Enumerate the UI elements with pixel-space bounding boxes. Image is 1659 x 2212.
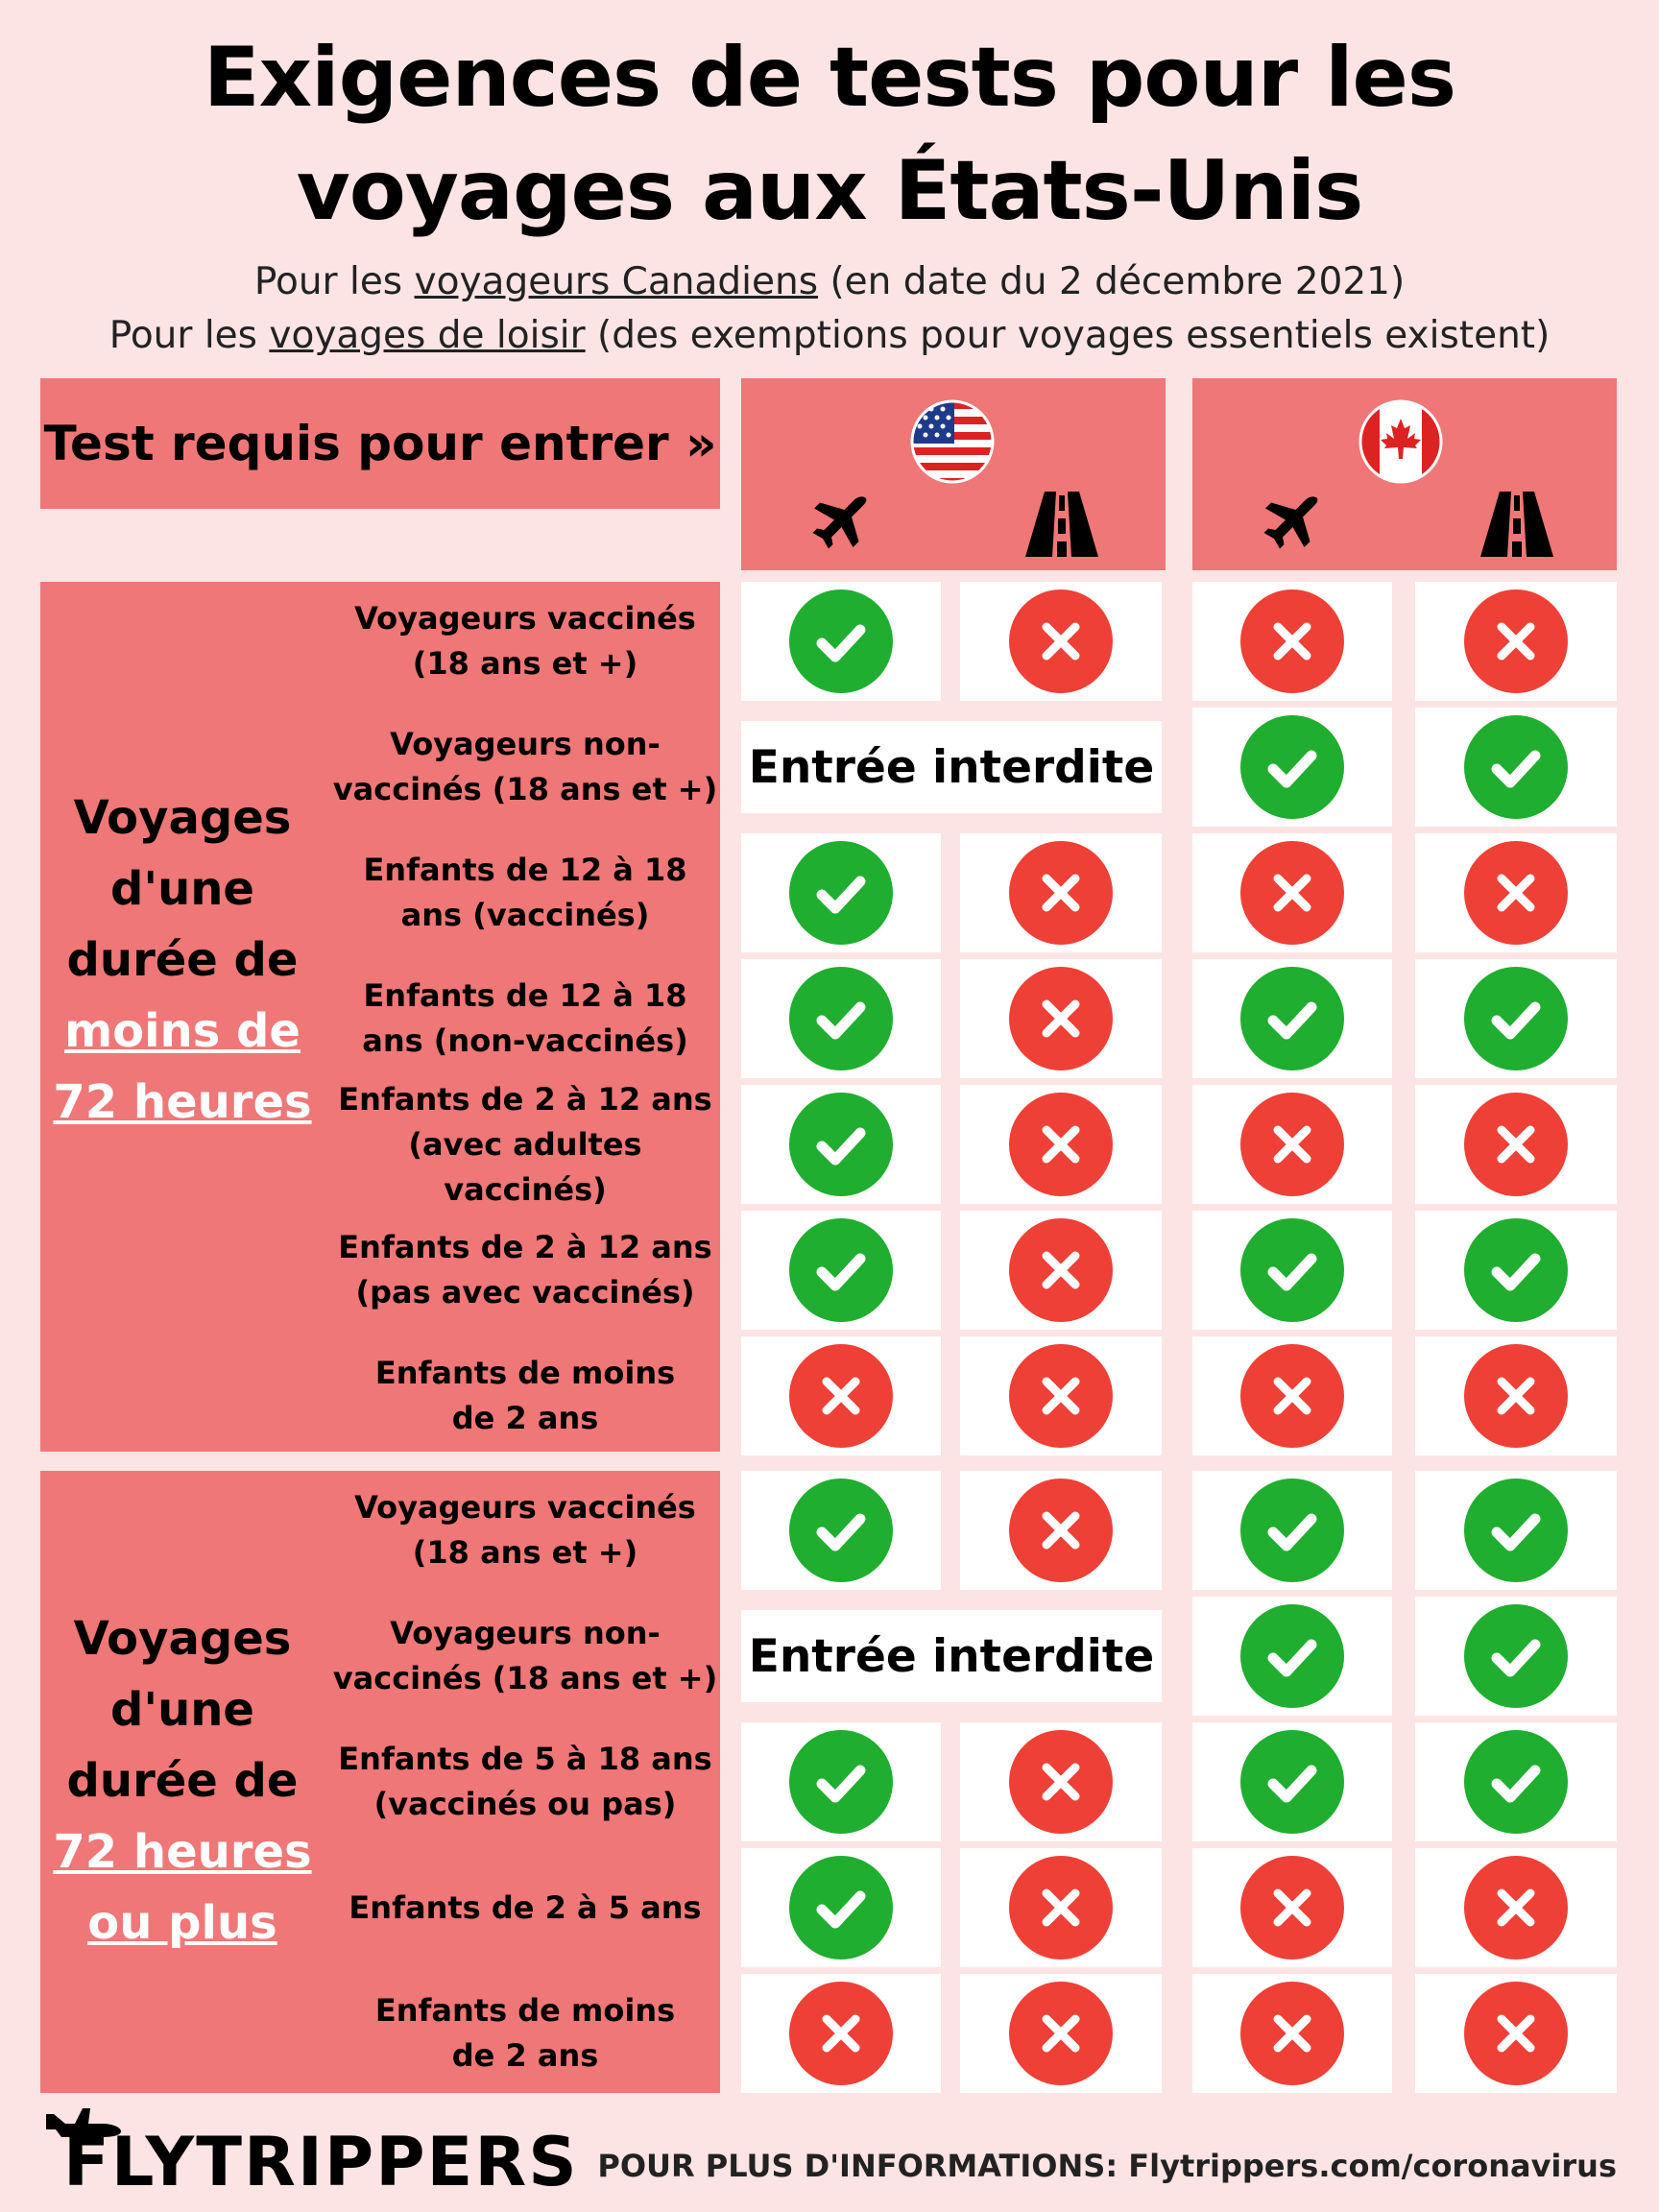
plane-icon [803,490,878,559]
row-label [328,833,722,952]
cross-icon [1238,1342,1346,1450]
cross-icon [787,1342,895,1450]
cross-icon [1007,1342,1115,1450]
row-label-text [338,1737,711,1827]
row-label-line: Voyageurs vaccinés [354,600,696,637]
row-label-text [354,596,696,686]
cross-icon [1238,588,1346,695]
checkmark-icon [1462,1602,1570,1710]
cross-icon [1007,1728,1115,1836]
row-label-line: (pas avec vaccinés) [355,1274,695,1310]
checkmark-icon [1238,965,1346,1072]
row-label [328,1597,722,1716]
row-label-text [338,1225,711,1315]
cross-icon [1238,1854,1346,1961]
checkmark-icon [787,839,895,947]
group-short-label [40,782,325,1138]
subtitle-link[interactable]: voyages de loisir [269,314,586,357]
cross-icon [1007,839,1115,947]
entry-banned-label: Entrée interdite [741,1610,1162,1702]
group-label-highlight: ou plus [87,1896,277,1950]
page-title [0,21,1659,248]
subtitle-text: (des exemptions pour voyages essentiels existent) [585,314,1551,357]
row-label [328,1722,722,1841]
row-label-line: (18 ans et +) [412,1534,638,1571]
cross-icon [1007,1091,1115,1198]
group-label-line: durée de [66,933,299,987]
row-label-line: vaccinés (18 ans et +) [332,771,718,807]
group-label-line: Voyages [73,1612,292,1666]
row-label [328,582,722,701]
row-label-line: Voyageurs vaccinés [354,1489,696,1526]
cross-icon [1007,1980,1115,2087]
cross-icon [1007,1854,1115,1961]
title-line-2: voyages aux États-Unis [296,143,1363,239]
flytrippers-logo: FLYTRIPPERS [63,2123,579,2201]
cross-icon [1238,1980,1346,2087]
row-label-text [354,1485,696,1575]
plane-icon [1254,490,1329,559]
usa-flag-icon [910,399,995,484]
checkmark-icon [1462,1477,1570,1584]
row-label [328,708,722,827]
row-label-text [375,1351,675,1441]
group-label-highlight: 72 heures [53,1075,312,1129]
row-label-line: Voyageurs non- [390,726,661,762]
row-label-line: de 2 ans [451,2037,599,2074]
cross-icon [787,1980,895,2087]
footer-info-label: POUR PLUS D'INFORMATIONS: [597,2148,1118,2184]
cross-icon [1007,1477,1115,1584]
row-label [328,1471,722,1590]
cross-icon [1238,839,1346,947]
row-label-text [333,722,717,812]
group-label-highlight: moins de [64,1004,301,1058]
cross-icon [1007,965,1115,1072]
row-label [328,1080,722,1208]
cross-icon [1462,1980,1570,2087]
checkmark-icon [787,1216,895,1324]
row-label-line: vaccinés (18 ans et +) [332,1660,718,1696]
row-label-line: Enfants de 2 à 12 ans [338,1080,712,1118]
row-label [328,1336,722,1455]
subtitle-text: Pour les [253,260,415,303]
row-label-line: Enfants de 12 à 18 [363,852,687,888]
row-label-text [375,1988,675,2079]
row-label-text [363,848,686,938]
row-label-line: ans (vaccinés) [400,897,650,933]
row-label-line: Voyageurs non- [390,1615,661,1651]
checkmark-icon [1238,1602,1346,1710]
checkmark-icon [787,1091,895,1198]
row-label-text [362,974,688,1064]
cross-icon [1007,1216,1115,1324]
row-label-line: Enfants de 2 à 5 ans [349,1888,702,1926]
entry-banned-label: Entrée interdite [741,721,1162,813]
road-icon [1480,492,1553,557]
row-label-line: Enfants de 2 à 12 ans [338,1229,712,1265]
checkmark-icon [1238,1216,1346,1324]
checkmark-icon [787,965,895,1072]
row-label [328,1848,722,1967]
row-label-text [333,1611,717,1701]
group-label-line: durée de [66,1754,299,1808]
footer-info-link[interactable]: Flytrippers.com/coronavirus [1128,2148,1617,2184]
row-label-line: Enfants de 5 à 18 ans [338,1741,712,1777]
row-label-line: Enfants de moins [374,1992,676,2029]
row-label-line: (vaccinés ou pas) [373,1786,677,1822]
checkmark-icon [787,588,895,695]
row-label [328,959,722,1078]
cross-icon [1462,588,1570,695]
cross-icon [1462,1854,1570,1961]
cross-icon [1462,1091,1570,1198]
checkmark-icon [1238,1477,1346,1584]
row-label-text [328,1077,722,1213]
checkmark-icon [1238,1728,1346,1836]
subtitle-link[interactable]: voyageurs Canadiens [414,260,819,303]
row-label-line: de 2 ans [451,1400,599,1436]
group-label-highlight: 72 heures [53,1825,312,1879]
checkmark-icon [787,1477,895,1584]
cross-icon [1007,588,1115,695]
row-label-line: Enfants de 12 à 18 [363,977,687,1014]
checkmark-icon [1462,1216,1570,1324]
cross-icon [1238,1091,1346,1198]
subtitle-text: Pour les [108,314,270,357]
checkmark-icon [1462,1728,1570,1836]
subtitle-scope [0,313,1659,359]
checkmark-icon [1462,965,1570,1072]
cross-icon [1462,1342,1570,1450]
footer-info [597,2148,1617,2184]
row-label [328,1974,722,2093]
row-label [328,1211,722,1330]
cross-icon [1462,839,1570,947]
road-icon [1025,492,1098,557]
row-label-line: (avec adultes vaccinés) [408,1125,642,1208]
group-long-label [40,1603,325,1959]
header-label: Test requis pour entrer » [43,416,717,471]
subtitle-date [0,259,1659,305]
subtitle-text: (en date du 2 décembre 2021) [818,260,1406,303]
canada-flag-icon [1358,399,1443,484]
group-label-line: d'une [110,862,254,916]
group-label-line: Voyages [73,791,292,845]
checkmark-icon [787,1854,895,1961]
title-line-1: Exigences de tests pour les [203,30,1456,126]
checkmark-icon [1462,713,1570,821]
row-label-line: ans (non-vaccinés) [362,1022,688,1059]
row-label-text [349,1886,701,1931]
row-label-line: (18 ans et +) [412,645,638,682]
row-label-line: Enfants de moins [374,1355,676,1391]
checkmark-icon [787,1728,895,1836]
group-label-line: d'une [110,1683,254,1737]
checkmark-icon [1238,713,1346,821]
